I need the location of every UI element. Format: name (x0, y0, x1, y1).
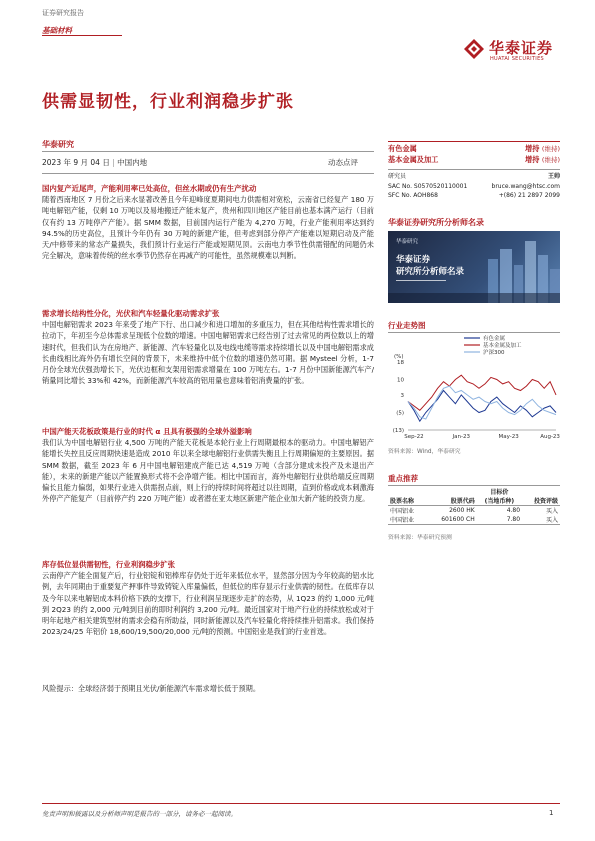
rating-row (388, 155, 560, 166)
legend-label: 沪深300 (483, 350, 505, 356)
analyst-role: 研究员 (388, 173, 407, 180)
cell-code: 2600 HK (449, 507, 475, 514)
rating-text: 增持 (525, 144, 540, 153)
analyst-phone: +(86) 21 2897 2099 (498, 192, 560, 199)
section-3 (42, 426, 374, 505)
logo-en-text: HUATAI SECURITIES (490, 56, 544, 62)
banner-line2: 研究所分析师名录 (396, 267, 465, 277)
header-rule (42, 35, 122, 36)
rating-row (388, 144, 560, 155)
header-rating: 投资评级 (533, 498, 558, 505)
date-text: 2023 年 9 月 04 日 (42, 158, 110, 167)
analyst-email[interactable]: bruce.wang@htsc.com (491, 182, 560, 190)
analyst-sfc: SFC No. AOH868 (388, 192, 438, 199)
table-header-row (388, 496, 560, 506)
x-tick-label: Aug-23 (540, 434, 560, 440)
banner-line1: 华泰证券 (396, 255, 431, 265)
banner-brand: 华泰研究 (396, 239, 419, 245)
y-tick-label: 10 (397, 377, 404, 384)
section-title: 国内复产近尾声，产能利用率已处高位，但丝水期或仍有生产扰动 (42, 184, 257, 193)
promo-banner[interactable] (388, 231, 560, 303)
rating-note: (维持) (541, 156, 560, 164)
x-tick-label: May-23 (498, 434, 519, 440)
y-tick-label: (5) (396, 410, 404, 417)
recommend-table (388, 487, 560, 525)
chart-rule-top (388, 332, 560, 333)
rating-rule-bottom (388, 169, 560, 170)
table-row (388, 515, 560, 525)
performance-chart (388, 334, 560, 446)
header-target-bottom: (当地币种) (484, 498, 515, 505)
rating-value (525, 144, 560, 155)
y-axis-unit: (%) (394, 354, 404, 360)
section-text: 中国电解铝需求 2023 年来受了地产下行、出口减少和进口增加的多重压力，但在其他结构性需求增长的拉动下，年初至今总体需求呈现低个位数的增速。中国电解铝需求已经告别了过去常见的两位数以上的增速时代，但我们认为在房地产、新能源、汽车轻量化以及电线电缆等需求持续增长以及中国电解铝需求成长曲线相比海外仍有增长空间的背景下，未来维持中低个位数的增速仍然可期。据 Mysteel 分析，1-7 月份全球光伏强劲增长下，光伏边框和支架用铝需求增量在 100 万吨左右。1-7 月份中国新能源汽车产/销量同比增长 33%和 42%，而新能源汽车较高的铝用量也意味着铝消费量的扩张。 (42, 320, 374, 386)
analyst-name: 王帅 (547, 173, 560, 180)
logo-mark-icon (463, 38, 485, 60)
section-1 (42, 183, 374, 262)
series-line-0 (408, 391, 556, 422)
meta-separator: | (112, 158, 115, 167)
y-tick-label: 18 (397, 360, 404, 366)
analyst-row (388, 191, 560, 201)
recommend-rule-top (388, 485, 560, 486)
cell-code: 601600 CH (441, 516, 475, 523)
cell-rating: 买入 (545, 517, 558, 524)
section-title: 中国产能天花板政策是行业的时代 α 且具有极强的全球外溢影响 (42, 427, 252, 436)
table-header-row-top (388, 487, 560, 496)
promo-title[interactable]: 华泰证券研究所分析师名录 (388, 218, 484, 227)
series-line-1 (408, 375, 556, 410)
analyst-block (388, 172, 560, 201)
section-text: 云南停产产能全面复产后，行业铝锭和铝棒库存仍处于近年来低位水平，显然部分因为今年较高的铝水比例，去年同期由于重要复产押事件导致铸锭入库量偏低，但低位的库存显示行业供需的韧性。在低库存以及今年以来电解铝成本料价格下跌的支撑下，行业利润呈现逐步走扩的态势，从 1Q23 的约 1,000 元/吨到 2Q23 的约 2,000 元/吨到目前的即时利润约 3,200 元/吨。最近国家对于地产行业的持续放松或对于明年起地产相关建筑型材的需求会稳有所助益，同时新能源以及汽车轻量化将持续推升铝需求。我们保持 2023/24/25 年铝价 18,600/19,500/20,000 元/吨的预测。中国铝业是我们的行业首选。 (42, 571, 374, 637)
banner-rule (396, 280, 446, 281)
section-text: 我们认为中国电解铝行业 4,500 万吨的产能天花板是本轮行业上行周期最根本的驱动力。中国电解铝产能增长失控且反应周期快速是造成 2010 年以来全球电解铝行业供需失衡且上行周期偏短的主要原因。据 SMM 数据，截至 2023 年 6 月中国电解铝建成产能已达 4,519 万吨（含部分建成未投产及未退出产能），未来的新建产能以产能置换形式将不会净增产能。相比中国而言，海外电解铝行业供给端反应周期偏长且能力偏弱，如果行业进入供需拐点前，则上行的持续时间将超过以往周期，直到价格或成本刺激海外停产产能复产（目前停产约 220 万吨产能）或者潜在亚太地区新建产能企业加大新产能的投资力度。 (42, 438, 374, 504)
analyst-row (388, 172, 560, 182)
x-tick-label: Sep-22 (404, 434, 424, 440)
report-type: 证券研究报告 (42, 9, 84, 17)
footer-disclaimer[interactable]: 免责声明和披露以及分析师声明是报告的一部分，请务必一起阅读。 (42, 810, 237, 818)
cell-target: 7.80 (506, 516, 521, 523)
analyst-sac: SAC No. S0570520110001 (388, 182, 468, 190)
section-text: 随着西南地区 7 月份之后来水显著改善且今年迎峰度夏期间电力供需相对宽松，云南省已经复产 180 万吨电解铝产能，仅剩 10 万吨以及易地搬迁产能未复产，贵州和四川地区产能目前也基本满产运行（目前仅有约 13 万吨停产产能）。据 SMM 数据，目前国内运行产能为 4,270 万吨，行业产能利用率达到约 94.5%的历史高位，且预计今年仍有 30 万吨的新建产能，但考虑到部分停产产能难以短期启动及产能天/中修带来的常态产量损失，我们预计行业运行产能或短期见顶。云南电力季节性供需错配的问题仍未完全解决，意味着传统的丝水季节仍然存在再减产的可能性，虽然规模难以判断。 (42, 195, 374, 261)
recommend-title: 重点推荐 (388, 474, 418, 483)
org-label: 华泰研究 (42, 140, 74, 149)
logo-text: 华泰证券 (489, 39, 554, 57)
x-tick-label: Jan-23 (452, 434, 471, 440)
y-tick-label: 3 (400, 392, 404, 399)
category-label: 基础材料 (42, 26, 72, 35)
page-title: 供需显韧性，行业利润稳步扩张 (42, 92, 294, 112)
recommend-source: 资料来源：华泰研究预测 (388, 535, 452, 541)
rating-rule-top (388, 141, 560, 142)
chart-source: 资料来源：Wind，华泰研究 (388, 449, 461, 455)
cell-rating: 买入 (545, 508, 558, 515)
section-4 (42, 559, 374, 638)
rating-sector: 基本金属及加工 (388, 155, 439, 164)
section-title: 需求增长结构性分化，光伏和汽车轻量化驱动需求扩张 (42, 309, 220, 318)
cell-name: 中国铝业 (390, 517, 415, 524)
table-row (388, 506, 560, 516)
report-date (42, 157, 147, 168)
header-target-top: 目标价 (490, 489, 509, 496)
analyst-row (388, 182, 560, 192)
page-number: 1 (549, 809, 554, 817)
risk-warning: 风险提示：全球经济弱于预期且光伏/新能源汽车需求增长低于预期。 (42, 684, 261, 693)
region-text: 中国内地 (117, 158, 148, 167)
rating-text: 增持 (525, 155, 540, 164)
legend-label: 基本金属及加工 (483, 343, 522, 349)
header-code: 股票代码 (450, 498, 475, 505)
meta-rule-top (42, 151, 374, 152)
rating-note: (维持) (541, 145, 560, 153)
logo (463, 36, 563, 66)
section-title: 库存低位显供需韧性，行业利润稳步扩张 (42, 560, 176, 569)
rating-sector: 有色金属 (388, 144, 417, 153)
rating-value (525, 155, 560, 166)
ratings-block (388, 144, 560, 166)
series-line-2 (408, 386, 556, 419)
section-2 (42, 308, 374, 387)
y-tick-label: (13) (392, 428, 404, 434)
legend-label: 有色金属 (483, 336, 506, 342)
header-name: 股票名称 (390, 498, 415, 505)
meta-rule-bottom (42, 173, 374, 174)
chart-title: 行业走势图 (388, 321, 426, 330)
cell-target: 4.80 (506, 507, 521, 514)
footer-rule (42, 803, 560, 804)
cell-name: 中国铝业 (390, 508, 415, 515)
report-kind: 动态点评 (328, 158, 358, 167)
